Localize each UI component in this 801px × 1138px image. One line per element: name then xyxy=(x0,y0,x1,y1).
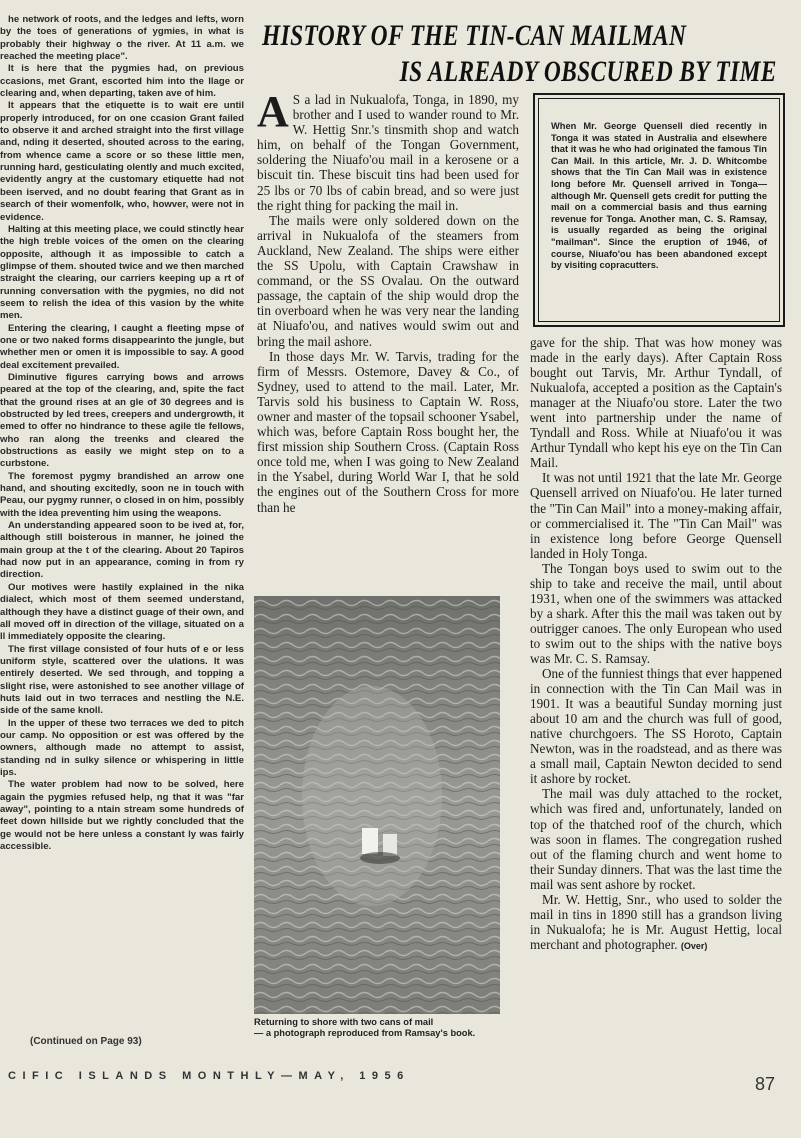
continued-note: (Continued on Page 93) xyxy=(30,1036,142,1047)
sea-swimmer-photo xyxy=(254,596,500,1014)
lead-paragraph xyxy=(257,87,519,213)
page-number: 87 xyxy=(755,1074,776,1094)
left-paragraph: It is here that the pygmies had, on previous ccasions, met Grant, escorted him into the llage or clearing and, when departing, taken ave of him. xyxy=(0,63,244,100)
editor-note-text: When Mr. George Quensell died recently in Tonga it was stated in Australia and elsewhere that it was he who had originated the famous Tin Can Mail. In this article, Mr. J. D. Whitcombe shows that the Tin Can Mail was in existence long before Mr. Quensell arrived in Tonga—although Mr. Quensell gets credit for putting the mail on a commercial basis and thus earning revenue for Tonga. Another man, C. S. Ramsay, is usually regarded as being the original "mailman". Since the eruption of 1946, of course, Niuafo'ou has been abandoned except by visiting copracutters. xyxy=(538,98,780,322)
left-paragraph: Diminutive figures carrying bows and arrows peared at the top of the clearing, and, spite the fact that the ground rises at an gle of 30 degrees and is obstructed by led trees, creepers and undergrowth, it emed to offer no hindrance to these agile tle fellows, who ran along the treenks and cleared the obstructions as easily we might step on to a curbstone. xyxy=(0,371,244,470)
middle-paragraph: In those days Mr. W. Tarvis, trading for the firm of Messrs. Ostemore, Davey & Co., of Sydney, used to attend to the mail. Later, Mr. Tarvis sold his business to Captain W. Ross, owner and master of the topsail schooner Ysabel, which was, before Captain Ross bought her, the first mission ship Southern Cross. (Captain Ross once told me, when I was going to New Zealand in the Ysabel, during World War I, that he sold the engines out of the Southern Cross for more than he xyxy=(257,348,519,515)
editor-note-box xyxy=(533,93,785,327)
right-paragraph: One of the funniest things that ever happened in connection with the Tin Can Mail was in 1901. It was a beautiful Sunday morning just about 10 am and the church was full of good, native churchgoers. The SS Horoto, Captain Newton, was in the roadstead, and as there was a small mail, Captain Newton decided to send it ashore by rocket. xyxy=(530,666,782,787)
left-paragraph: Our motives were hastily explained in the nika dialect, which most of them seemed understand, although they have a distinct guage of their own, and all moved off in direction of the village, situated on a ll immediately opposite the clearing. xyxy=(0,581,244,643)
headline-line-2: IS ALREADY OBSCURED BY TIME xyxy=(399,55,777,88)
over-note: (Over) xyxy=(680,940,708,951)
right-paragraph: The mail was duly attached to the rocket, which was fired and, unfortunately, landed on top of the thatched roof of the church, which was soon in flames. The congregation rushed out of the flaming church and went home to their Sunday dinners. That was the last time the mail was sent ashore by rocket. xyxy=(530,786,782,892)
lead-text: S a lad in Nukualofa, Tonga, in 1890, my brother and I used to wander round to Mr. W. Hettig Snr.'s tinsmith shop and watch him, on behalf of the Tongan Government, soldering the Niuafo'ou mail in a kerosene or a biscuit tin. These biscuit tins had been used for 25 lbs or 70 lbs of cabin bread, and so were just the right thing for packing the mail in. xyxy=(257,92,519,213)
right-paragraph: It was not until 1921 that the late Mr. George Quensell arrived on Niuafo'ou. He later turned the "Tin Can Mail" into a money-making affair, or commercialised it. The "Tin Can Mail" was in existence long before George Quensell landed in Holy Tonga. xyxy=(530,470,782,561)
headline-line-1: HISTORY OF THE TIN-CAN MAILMAN xyxy=(262,19,687,52)
running-footer: CIFIC ISLANDS MONTHLY—MAY, 1956 xyxy=(8,1070,410,1082)
middle-paragraph: The mails were only soldered down on the arrival in Nukualofa of the steamers from Auckland, New Zealand. The ships were either the SS Upolu, with Captain Crawshaw in command, or the SS Ovalau. On the outward passage, the captain of the ship would drop the tin overboard when he was very near the landing at Niuafo'ou, and natives would swim out and bring the mail ashore. xyxy=(257,212,519,349)
left-column-article xyxy=(0,14,244,1064)
left-paragraph: The water problem had now to be solved, here again the pygmies refused help, ng that it was "far away", pointing to a ntain stream some hundreds of feet down hillside but we rightly concluded that the ge would not be here unless a constant ly was fairly accessible. xyxy=(0,779,244,853)
photo-illustration xyxy=(254,596,500,1014)
mail-tin xyxy=(362,828,378,854)
article-headline xyxy=(262,18,777,90)
photo-caption xyxy=(254,1017,504,1039)
left-paragraph: The foremost pygmy brandished an arrow one hand, and shouting excitedly, soon ne in touch with Peau, our pygmy runner, o closed in on him, possibly with the idea preventing him using the weapons. xyxy=(0,470,244,519)
left-paragraph: In the upper of these two terraces we ded to pitch our camp. No opposition or est was offered by the owners, although made no attempt to assist, standing nd in sulky silence or whispering in little ips. xyxy=(0,717,244,778)
left-paragraph: Halting at this meeting place, we could stinctly hear the high treble voices of the omen on the clearing opposite, although it as impossible to catch a glimpse of them. shouted twice and we then marched straight the clearing, our carriers keeping up a rt of running conversation with the pygmies, no did not seem to relish the idea of this vasion by the white men. xyxy=(0,223,244,322)
swimmer xyxy=(360,852,400,864)
left-paragraph: he network of roots, and the ledges and lefts, worn by the toes of generations of ygmies, in what is probably their highway o the river. At 11 a.m. we reached the meeting place". xyxy=(0,14,244,63)
right-paragraph: The Tongan boys used to swim out to the ship to take and receive the mail, until about 1931, when one of the swimmers was attacked by a shark. After this the mail was taken out by outrigger canoes. The only European who used to swim out to the ships with the native boys was Mr. C. S. Ramsay. xyxy=(530,560,782,666)
left-paragraph: Entering the clearing, I caught a fleeting mpse of one or two naked forms disappearinto the jungle, but whether men or omen it is impossible to say. A good deal excitement prevailed. xyxy=(0,322,244,371)
right-column-article xyxy=(530,335,782,954)
middle-column-article xyxy=(257,87,519,515)
left-paragraph: It appears that the etiquette is to wait ere until properly introduced, for on one ccasion Grant failed to observe it and arched straight into the first village and, nding it deserted, shouted across to the earing, from whence came a score or so these little men, running hard, gesticulating olently and much excited, evidently angry at the customary etiquette had not been iserved, and no doubt fearing that Grant as in search of their womenfolk, who, howver, were not in evidence. xyxy=(0,100,244,223)
left-paragraph: An understanding appeared soon to be ived at, for, although still boisterous in manner, he joined the main group at the t of the clearing. About 20 Tapiros had now put in an appearance, coming in from ry direction. xyxy=(0,520,244,581)
caption-line-1: Returning to shore with two cans of mail xyxy=(254,1017,434,1027)
left-paragraph: The first village consisted of four huts of e or less uniform style, scattered over the ulations. It was entirely deserted. We sed through, and topping a slight rise, were astonished to see another village of huts laid out in two terraces and nestling the N.E. side of the same knoll. xyxy=(0,643,244,717)
right-paragraph: gave for the ship. That was how money was made in the early days). After Captain Ross bought out Tarvis, Mr. Arthur Tyndall, of Nukualofa, accepted a position as the Captain's manager at the Niuafo'ou store. Later the two went into partnership under the name of Tyndall and Ross. While at Niuafo'ou it was Arthur Tyndall who kept his eye on the Tin Can Mail. xyxy=(530,335,782,471)
right-last-text: Mr. W. Hettig, Snr., who used to solder the mail in tins in 1890 still has a grandson living in Nukualofa; he is Mr. August Hettig, local merchant and photographer. xyxy=(530,891,782,952)
caption-line-2: — a photograph reproduced from Ramsay's book. xyxy=(254,1028,476,1039)
drop-cap: A xyxy=(257,87,289,136)
right-paragraph xyxy=(530,892,782,954)
